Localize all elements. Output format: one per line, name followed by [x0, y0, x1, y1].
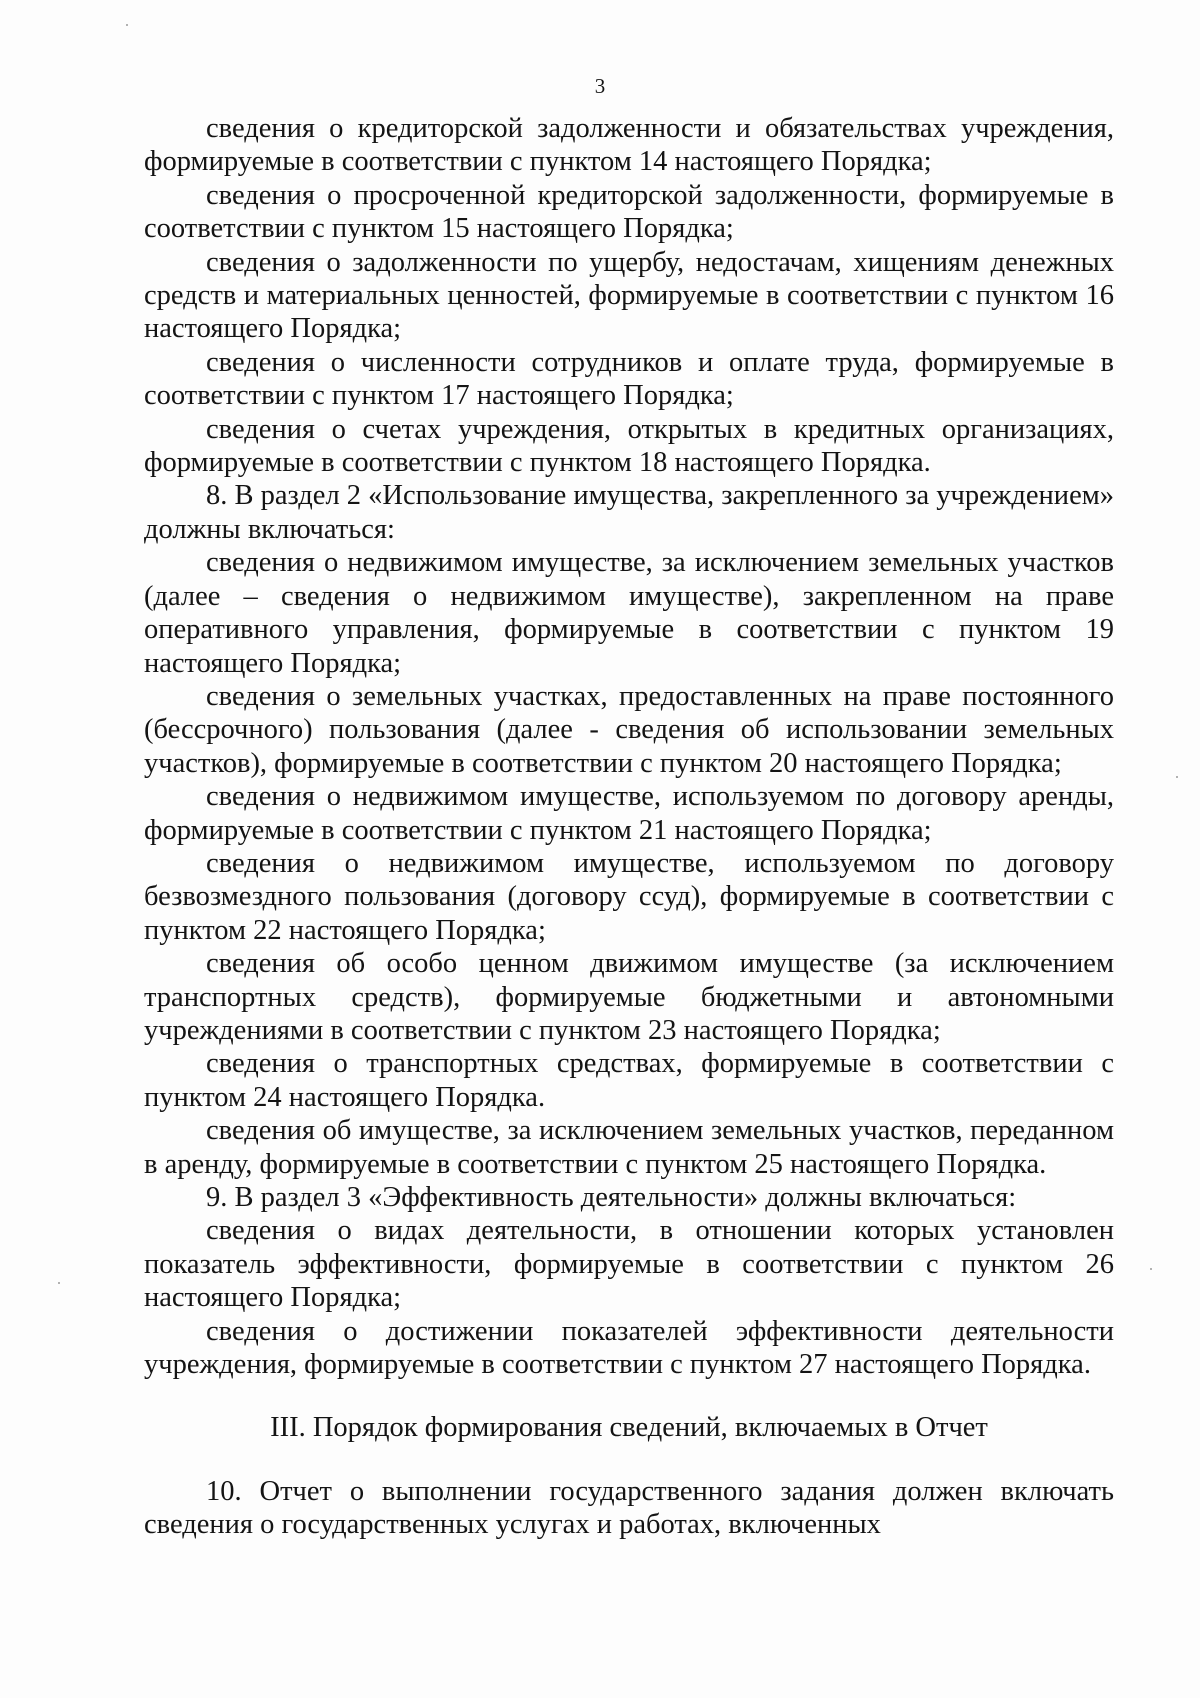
paragraph: сведения о просроченной кредиторской задолженности, формируемые в соответствии с пунктом 15 настоящего Порядка;: [144, 179, 1114, 245]
paragraph: сведения о недвижимом имуществе, используемом по договору безвозмездного пользования (договору ссуд), формируемые в соответствии с пунктом 22 настоящего Порядка;: [144, 847, 1114, 946]
paragraph: сведения о видах деятельности, в отношении которых установлен показатель эффективности, формируемые в соответствии с пунктом 26 настоящего Порядка;: [144, 1215, 1114, 1314]
scan-speck: [1150, 1268, 1152, 1270]
paragraph: сведения о земельных участках, предоставленных на праве постоянного (бессрочного) пользования (далее - сведения об использовании земельных участков), формируемые в соответствии с пунктом 20 настоящего Порядка;: [144, 680, 1114, 779]
scan-speck: [58, 1282, 60, 1284]
paragraph: сведения о транспортных средствах, формируемые в соответствии с пунктом 24 настоящего Порядка.: [144, 1048, 1114, 1113]
paragraph: сведения об имуществе, за исключением земельных участков, переданном в аренду, формируемые в соответствии с пунктом 25 настоящего Порядка.: [144, 1115, 1114, 1180]
paragraph-item-10: 10. Отчет о выполнении государственного задания должен включать сведения о государственных услугах и работах, включенных: [144, 1475, 1114, 1541]
document-body: [144, 112, 1114, 1542]
paragraph: сведения о недвижимом имуществе, за исключением земельных участков (далее – сведения о недвижимом имуществе), закрепленном на праве оперативного управления, формируемые в соответствии с пунктом 19 настоящего Порядка;: [144, 547, 1114, 679]
paragraph-item-8: 8. В раздел 2 «Использование имущества, закрепленного за учреждением» должны включаться:: [144, 480, 1114, 545]
paragraph: сведения о недвижимом имуществе, используемом по договору аренды, формируемые в соответствии с пунктом 21 настоящего Порядка;: [144, 781, 1114, 846]
page-number: 3: [594, 74, 606, 98]
paragraph: сведения о счетах учреждения, открытых в кредитных организациях, формируемые в соответствии с пунктом 18 настоящего Порядка.: [144, 413, 1114, 479]
scan-speck: [126, 24, 128, 26]
paragraph: сведения о достижении показателей эффективности деятельности учреждения, формируемые в соответствии с пунктом 27 настоящего Порядка.: [144, 1315, 1114, 1381]
paragraph: сведения о задолженности по ущербу, недостачам, хищениям денежных средств и материальных ценностей, формируемые в соответствии с пунктом 16 настоящего Порядка;: [144, 246, 1114, 345]
paragraph: сведения об особо ценном движимом имуществе (за исключением транспортных средств), формируемые бюджетными и автономными учреждениями в соответствии с пунктом 23 настоящего Порядка;: [144, 948, 1114, 1046]
section-heading: III. Порядок формирования сведений, включаемых в Отчет: [270, 1412, 988, 1444]
paragraph-item-9: 9. В раздел 3 «Эффективность деятельности» должны включаться:: [206, 1182, 1017, 1213]
paragraph: сведения о кредиторской задолженности и обязательствах учреждения, формируемые в соответствии с пунктом 14 настоящего Порядка;: [144, 113, 1114, 178]
paragraph: сведения о численности сотрудников и оплате труда, формируемые в соответствии с пунктом 17 настоящего Порядка;: [144, 346, 1114, 412]
scan-speck: [1176, 776, 1178, 778]
